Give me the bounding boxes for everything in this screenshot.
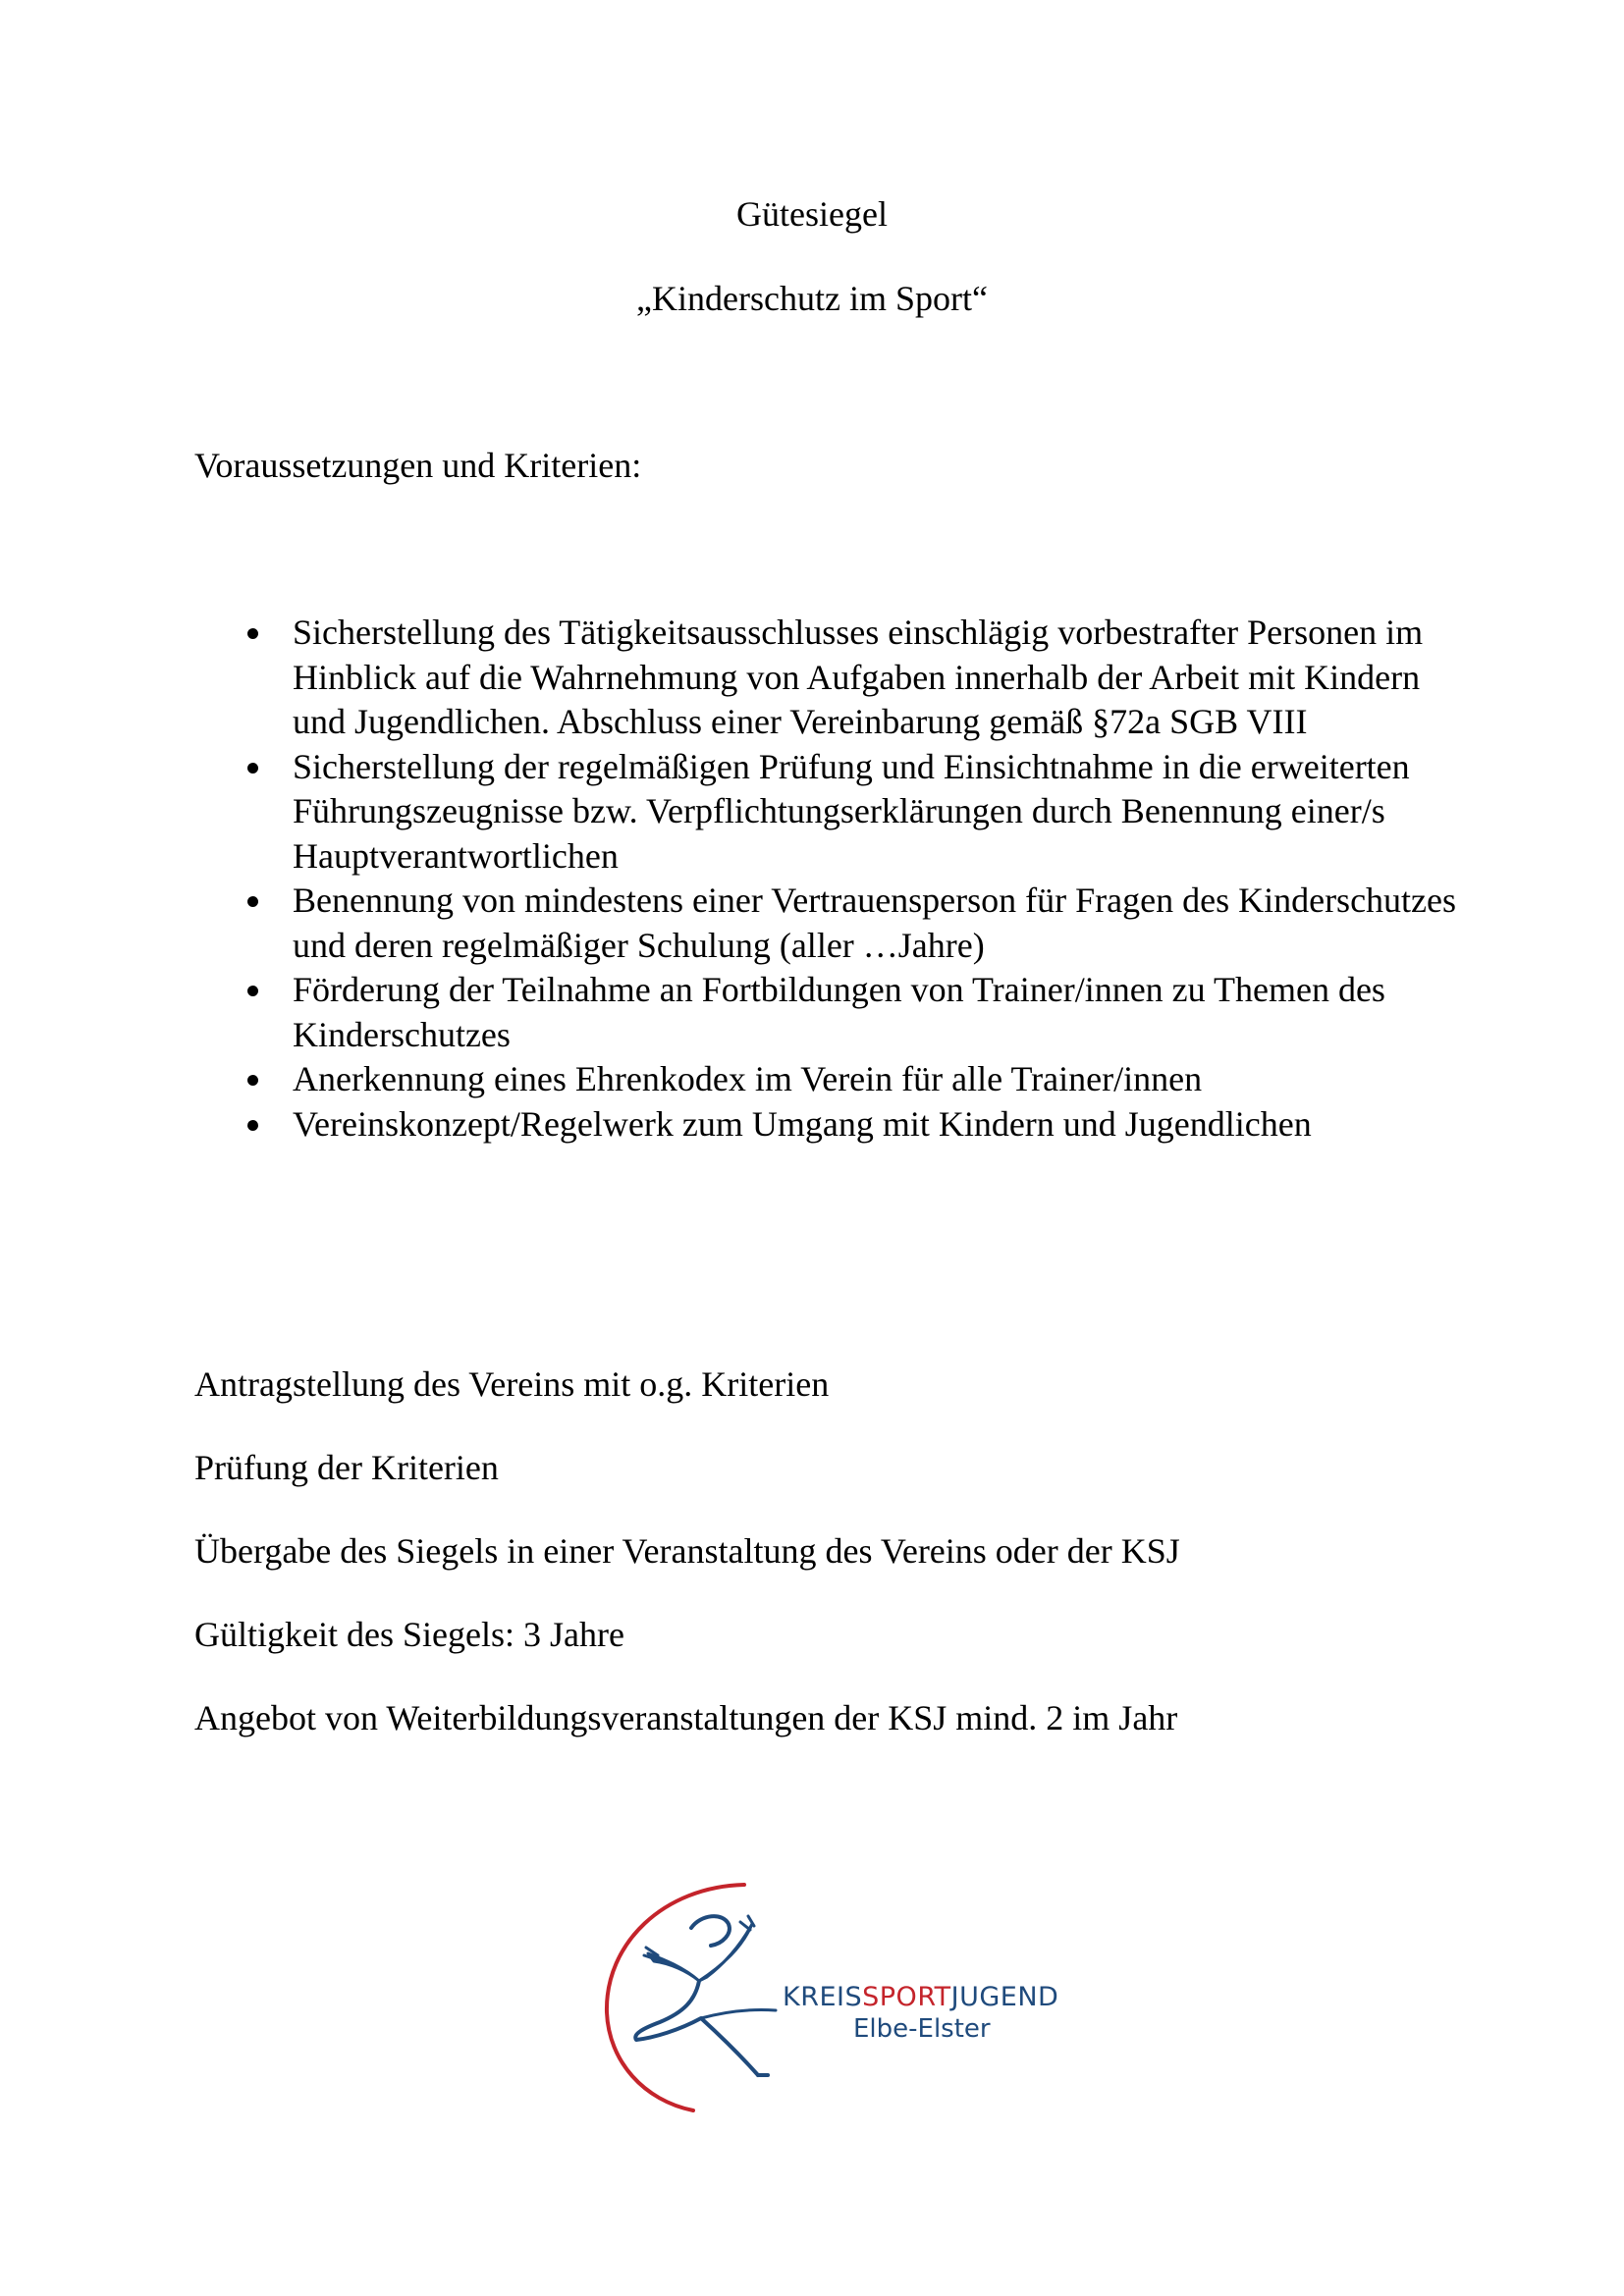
criteria-item	[194, 745, 1471, 880]
logo-figure-head	[691, 1916, 730, 1946]
logo-figure-body	[635, 1981, 758, 2075]
criteria-item-text: Sicherstellung der regelmäßigen Prüfung und Einsichtnahme in die erweiterten Führungszeugnisse bzw. Verpflichtungserklärungen durch Benennung einer/s Hauptverantwortlichen	[293, 746, 1410, 876]
document-title: Gütesiegel	[736, 194, 888, 234]
criteria-item	[194, 1057, 1471, 1102]
criteria-item-text: Vereinskonzept/Regelwerk zum Umgang mit Kindern und Jugendlichen	[293, 1103, 1312, 1144]
criteria-item	[194, 968, 1471, 1057]
process-step-application: Antragstellung des Vereins mit o.g. Kriterien	[194, 1364, 830, 1404]
bullet-icon	[247, 1075, 258, 1086]
process-step-validity: Gültigkeit des Siegels: 3 Jahre	[194, 1615, 624, 1654]
bullet-icon	[247, 763, 258, 774]
logo-figure-left-arm	[648, 1953, 699, 1981]
bullet-icon	[247, 986, 258, 996]
criteria-item	[194, 1102, 1471, 1148]
criteria-item-text: Sicherstellung des Tätigkeitsausschlusses einschlägig vorbestrafter Personen im Hinblick auf die Wahrnehmung von Aufgaben innerhalb der Arbeit mit Kindern und Jugendlichen. Abschluss einer Vereinbarung gemäß §72a SGB VIII	[293, 613, 1424, 741]
criteria-item-text: Anerkennung eines Ehrenkodex im Verein für alle Trainer/innen	[293, 1059, 1203, 1098]
criteria-item-text: Förderung der Teilnahme an Fortbildungen von Trainer/innen zu Themen des Kinderschutzes	[293, 970, 1385, 1054]
process-step-review: Prüfung der Kriterien	[194, 1448, 499, 1487]
logo-figure-leg	[701, 2009, 776, 2018]
bullet-icon	[247, 896, 258, 907]
logo-subtitle: Elbe-Elster	[853, 2014, 991, 2044]
bullet-icon	[247, 628, 258, 639]
criteria-item	[194, 611, 1471, 745]
logo-name-part2: SPORT	[862, 1982, 951, 2012]
criteria-list	[194, 611, 1471, 1147]
logo-name-part3: JUGEND	[950, 1982, 1059, 2012]
bullet-icon	[247, 1120, 258, 1131]
kreissportjugend-logo	[585, 1865, 1076, 2120]
process-step-training-offer: Angebot von Weiterbildungsveranstaltungen der KSJ mind. 2 im Jahr	[194, 1698, 1178, 1737]
criteria-item-text: Benennung von mindestens einer Vertrauensperson für Fragen des Kinderschutzes und deren regelmäßiger Schulung (aller …Jahre)	[293, 881, 1457, 965]
criteria-heading: Voraussetzungen und Kriterien:	[194, 446, 642, 485]
logo-name	[783, 1982, 1058, 2012]
logo-figure-right-arm	[699, 1924, 752, 1981]
document-subtitle: „Kinderschutz im Sport“	[636, 279, 988, 318]
logo-name-part1: KREIS	[783, 1982, 863, 2012]
criteria-item	[194, 879, 1471, 968]
process-step-handover: Übergabe des Siegels in einer Veranstaltung des Vereins oder der KSJ	[194, 1531, 1180, 1571]
